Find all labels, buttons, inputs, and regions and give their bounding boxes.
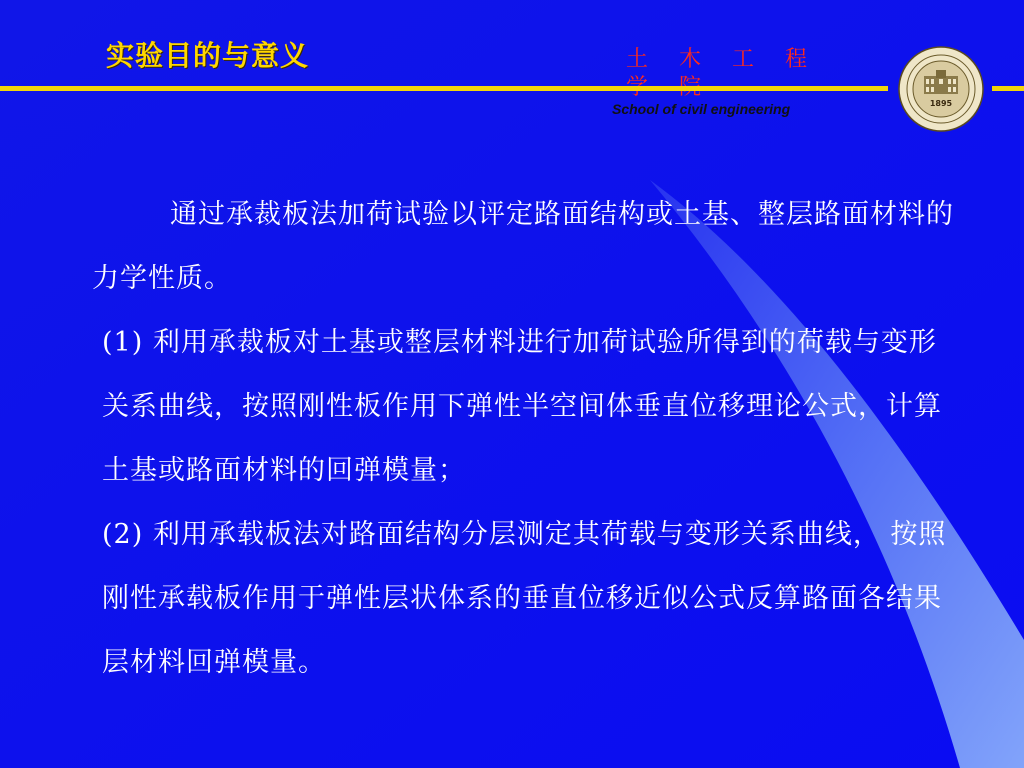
department-name-en: School of civil engineering [612,101,791,117]
title-rule [0,86,888,91]
university-seal-logo [898,46,984,132]
title-rule-right [992,86,1024,91]
list-item-2: (2) 利用承载板法对路面结构分层测定其荷载与变形关系曲线， 按照刚性承载板作用于弹性层状体系的垂直位移近似公式反算路面各结果层材料回弹模量。 [102,519,947,678]
department-name-cn: 土 木 工 程 [626,47,819,72]
seal-year: 1895 [929,99,953,108]
list-item-1: (1) 利用承裁板对土基或整层材料进行加荷试验所得到的荷载与变形关系曲线，按照刚性板作用下弹性半空间体垂直位移理论公式，计算土基或路面材料的回弹模量； [102,327,942,486]
intro-paragraph: 通过承裁板法加荷试验以评定路面结构或土基、整层路面材料的力学性质。 [92,199,954,294]
slide-body [92,183,964,695]
slide-title: 实验目的与意义 [106,39,310,72]
